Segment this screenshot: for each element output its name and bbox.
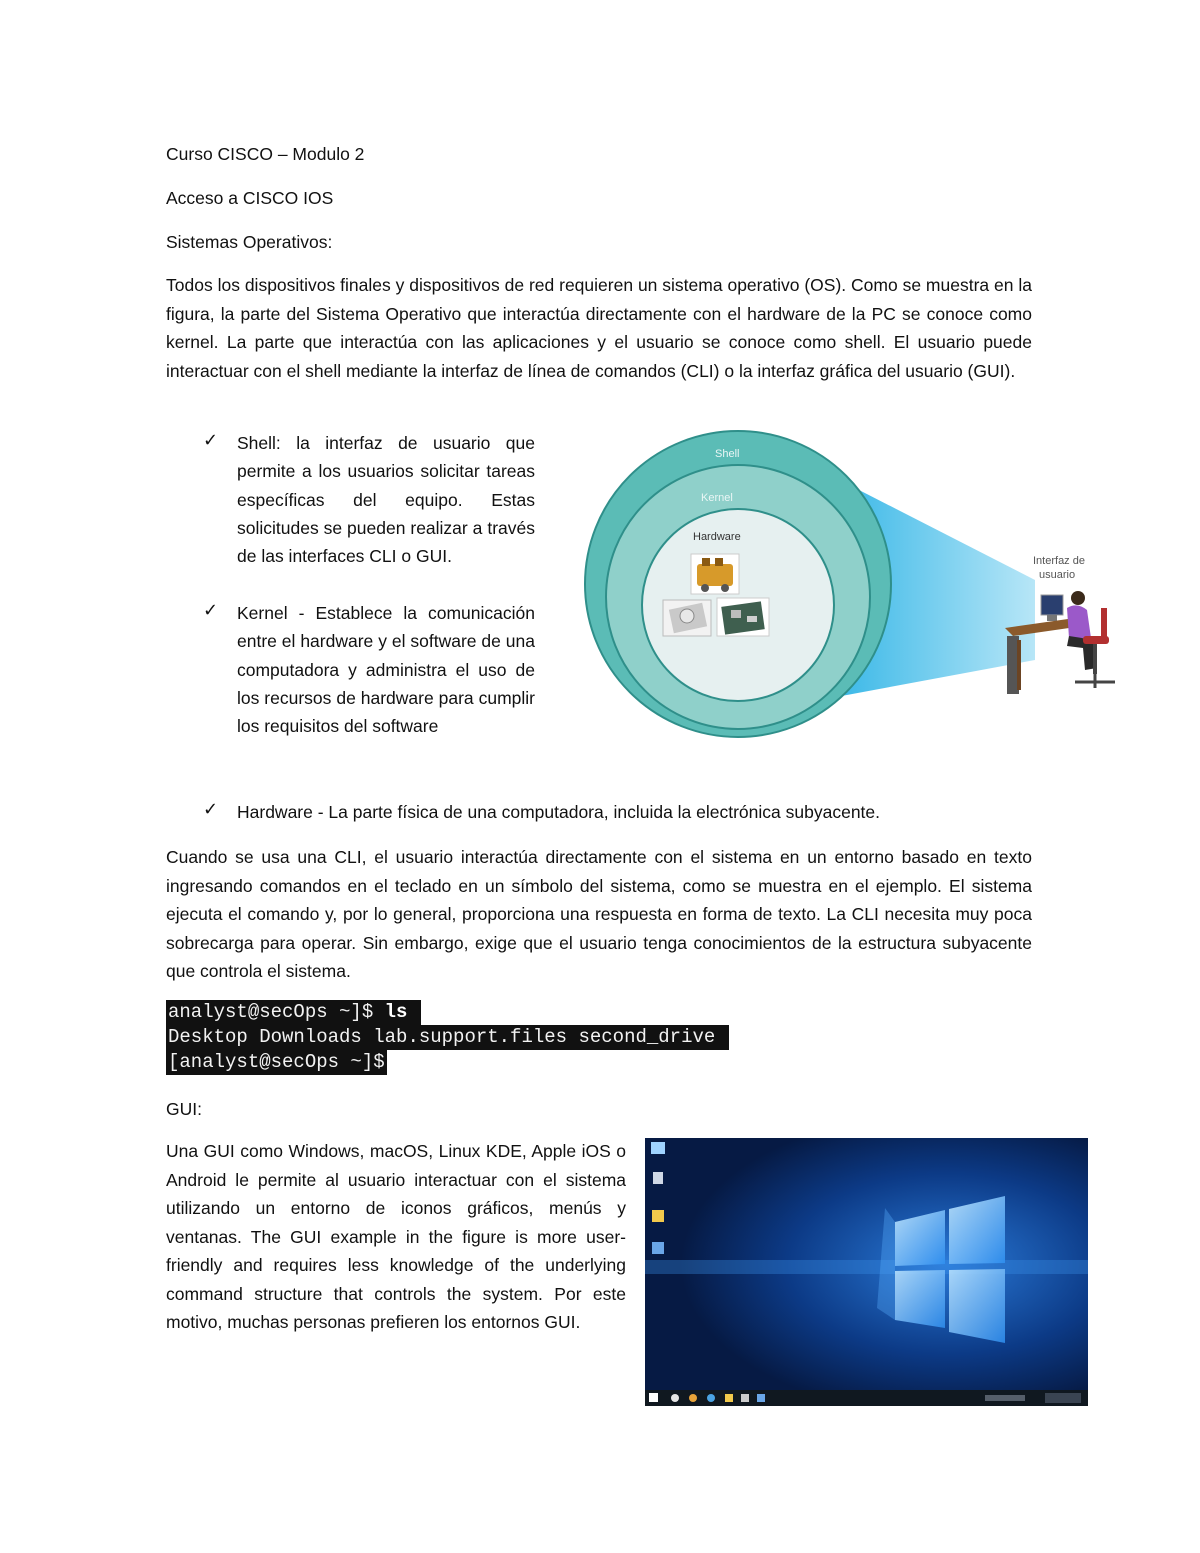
start-icon[interactable] (649, 1393, 658, 1402)
shortcut-icon[interactable] (652, 1242, 664, 1254)
user-interface-label: usuario (1039, 569, 1076, 581)
course-title: Curso CISCO – Modulo 2 (166, 144, 365, 164)
explorer-icon[interactable] (725, 1394, 733, 1402)
motherboard-image (717, 598, 769, 636)
os-layers-diagram (555, 430, 1115, 750)
hardware-label: Hardware (693, 531, 741, 543)
system-tray[interactable] (985, 1395, 1025, 1401)
shell-label: Shell (715, 448, 740, 460)
hard-drive-image (663, 600, 711, 636)
store-icon[interactable] (741, 1394, 749, 1402)
windows-wallpaper (645, 1138, 1088, 1406)
check-icon: ✓ (203, 430, 219, 450)
terminal-line-2: Desktop Downloads lab.support.files second_drive (168, 1026, 727, 1048)
bullet-shell: Shell: la interfaz de usuario que permite a los usuarios solicitar tareas específicas del equipo. Estas solicitudes se pueden realizar a través de las interfaces CLI o GUI. (237, 433, 535, 567)
folder-icon[interactable] (652, 1210, 664, 1222)
terminal-command: ls (384, 1001, 408, 1023)
edge-icon[interactable] (707, 1394, 715, 1402)
kernel-label: Kernel (701, 492, 733, 504)
bullet-hardware: Hardware - La parte física de una computadora, incluida la electrónica subyacente. (237, 802, 881, 822)
clock[interactable] (1045, 1393, 1081, 1403)
this-pc-icon[interactable] (651, 1142, 665, 1154)
terminal-line-1 (166, 1000, 421, 1025)
search-icon[interactable] (671, 1394, 679, 1402)
windows-desktop-screenshot (645, 1138, 1088, 1406)
terminal-prompt: analyst@secOps ~]$ (168, 1001, 385, 1023)
engine-image (691, 554, 739, 594)
gui-heading: GUI: (166, 1099, 202, 1119)
cli-paragraph: Cuando se usa una CLI, el usuario interactúa directamente con el sistema en un entorno basado en texto ingresando comandos en el teclado en un símbolo del sistema, como se muestra en el ejemplo. El sistema ejecuta el comando y, por lo general, proporciona una respuesta en forma de texto. La CLI necesita muy poca sobrecarga para operar. Sin embargo, exige que el usuario tenga conocimientos de la estructura subyacente que controla el sistema. (166, 847, 1032, 981)
check-icon: ✓ (203, 799, 219, 819)
terminal-line-3: [analyst@secOps ~]$ (168, 1051, 385, 1073)
bullet-kernel: Kernel - Establece la comunicación entre el hardware y el software de una computadora y administra el uso de los recursos de hardware para cumplir los requisitos del software (237, 603, 535, 737)
gui-paragraph: Una GUI como Windows, macOS, Linux KDE, Apple iOS o Android le permite al usuario interactuar con el sistema utilizando un entorno de iconos gráficos, menús y ventanas. The GUI example in the figure is more user-friendly and requires less knowledge of the underlying command structure that controls the system. Por este motivo, muchas personas prefieren los entornos GUI. (166, 1141, 626, 1332)
os-heading: Sistemas Operativos: (166, 232, 333, 252)
app-icon[interactable] (757, 1394, 765, 1402)
user-interface-label: Interfaz de (1033, 555, 1085, 567)
recycle-bin-icon[interactable] (653, 1172, 663, 1184)
access-title: Acceso a CISCO IOS (166, 188, 334, 208)
intro-paragraph: Todos los dispositivos finales y dispositivos de red requieren un sistema operativo (OS). Como se muestra en la figura, la parte del Sistema Operativo que interactúa directamente con el hardware de la PC se conoce como kernel. La parte que interactúa con las aplicaciones y el usuario se conoce como shell. El usuario puede interactuar con el shell mediante la interfaz de línea de comandos (CLI) o la interfaz gráfica del usuario (GUI). (166, 275, 1032, 381)
check-icon: ✓ (203, 600, 219, 620)
firefox-icon[interactable] (689, 1394, 697, 1402)
